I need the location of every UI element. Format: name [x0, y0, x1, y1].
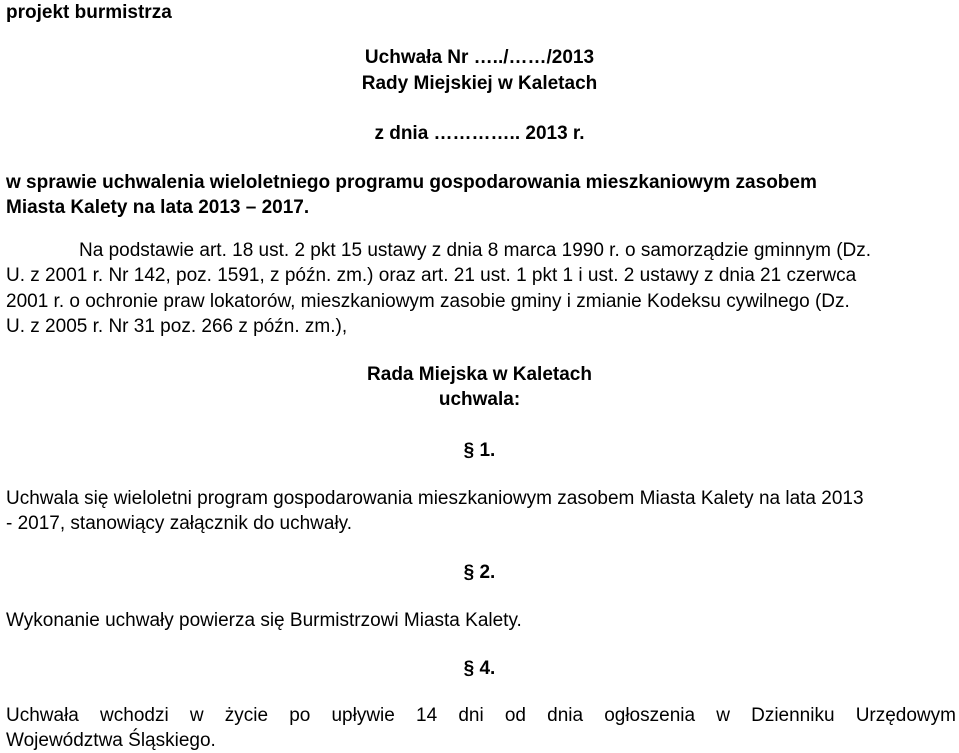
- section-4-number: § 4.: [463, 658, 496, 679]
- word: po: [289, 705, 311, 726]
- council-name-title: Rady Miejskiej w Kaletach: [361, 73, 598, 94]
- section-4-line-2: Województwa Śląskiego.: [6, 730, 216, 751]
- section-1-line-2: - 2017, stanowiący załącznik do uchwały.: [6, 513, 353, 534]
- section-4-line-1: [6, 704, 956, 728]
- word: ogłoszenia: [604, 705, 696, 726]
- word: w: [189, 705, 204, 726]
- word: życie: [224, 705, 269, 726]
- project-label: projekt burmistrza: [6, 2, 172, 23]
- word: w: [716, 705, 730, 726]
- word: Dzienniku: [751, 705, 835, 726]
- preamble-line-4: U. z 2005 r. Nr 31 poz. 266 z późn. zm.),: [6, 316, 348, 337]
- resolution-date: z dnia ………….. 2013 r.: [374, 123, 585, 144]
- section-1-line-1: Uchwala się wieloletni program gospodarowania mieszkaniowym zasobem Miasta Kalety na lata 2013: [6, 488, 864, 509]
- resolution-number: Uchwała Nr …../……/2013: [364, 47, 595, 68]
- word: 14: [416, 705, 438, 726]
- word: dni: [458, 705, 484, 726]
- council-resolves: uchwala:: [438, 389, 521, 410]
- section-2-line-1: Wykonanie uchwały powierza się Burmistrzowi Miasta Kalety.: [6, 610, 522, 631]
- preamble-line-1: Na podstawie art. 18 ust. 2 pkt 15 ustawy z dnia 8 marca 1990 r. o samorządzie gminnym (Dz.: [79, 240, 872, 261]
- word: upływie: [331, 705, 395, 726]
- subject-line-1: w sprawie uchwalenia wieloletniego programu gospodarowania mieszkaniowym zasobem: [6, 172, 817, 193]
- word: od: [504, 705, 526, 726]
- word: wchodzi: [100, 705, 169, 726]
- word: dnia: [547, 705, 584, 726]
- subject-line-2: Miasta Kalety na lata 2013 – 2017.: [6, 197, 310, 218]
- section-1-number: § 1.: [463, 440, 496, 461]
- word: Urzędowym: [855, 705, 956, 726]
- word: Uchwała: [6, 705, 79, 726]
- section-2-number: § 2.: [463, 562, 496, 583]
- council-heading: Rada Miejska w Kaletach: [367, 364, 592, 385]
- preamble-line-3: 2001 r. o ochronie praw lokatorów, mieszkaniowym zasobie gminy i zmianie Kodeksu cywilnego (Dz.: [6, 291, 850, 312]
- preamble-line-2: U. z 2001 r. Nr 142, poz. 1591, z późn. zm.) oraz art. 21 ust. 1 pkt 1 i ust. 2 ustawy z dnia 21 czerwca: [6, 265, 857, 286]
